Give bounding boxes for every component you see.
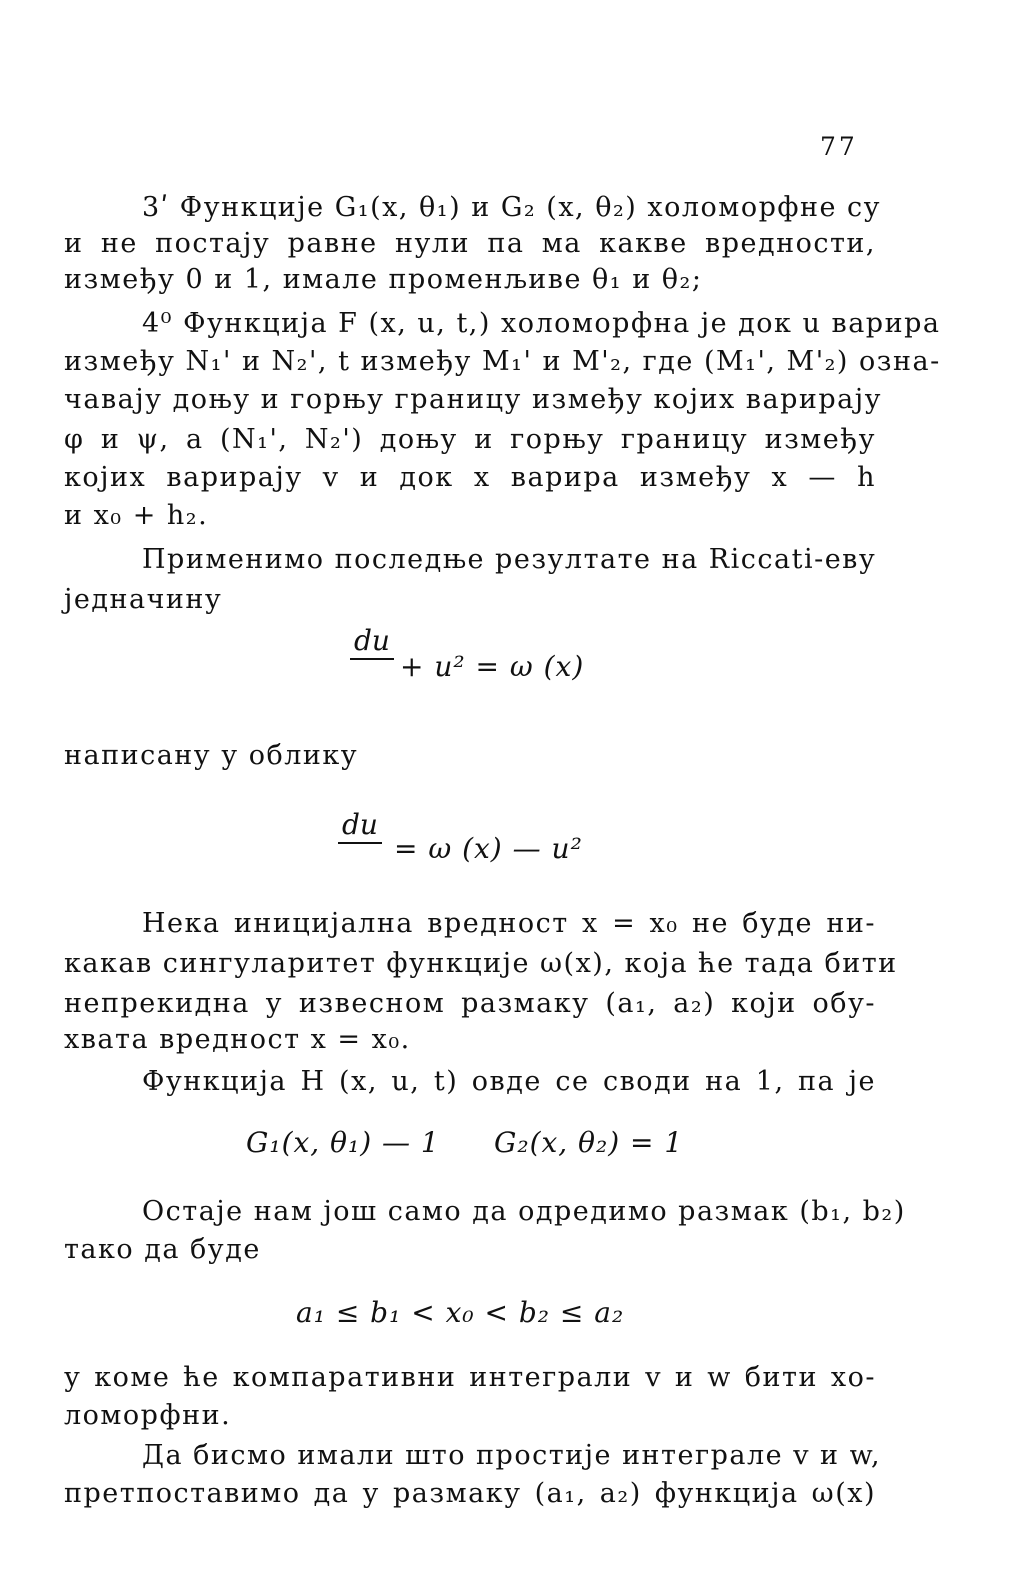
text-line: φ и ψ, а (N₁', N₂') доњу и горњу границу између <box>64 424 876 455</box>
equation-left: G₁(x, θ₁) — 1 <box>246 1126 440 1159</box>
text-line: Нека иницијална вредност x = x₀ не буде ни- <box>142 908 876 939</box>
text-line: какав сингуларитет функције ω(x), која ће тада бити <box>64 948 898 979</box>
text-line: између N₁' и N₂', t између M₁' и M'₂, где (M₁', M'₂) озна- <box>64 346 941 377</box>
text-line: 4⁰ Функција F (x, u, t,) холоморфна је док u варира <box>142 308 941 339</box>
text-line: тако да буде <box>64 1234 261 1265</box>
text-line: 3ʹ Функције G₁(x, θ₁) и G₂ (x, θ₂) холоморфне су <box>142 192 882 223</box>
text-line: ломорфни. <box>64 1400 232 1431</box>
text-line: Функција H (x, u, t) овде се своди на 1, па је <box>142 1066 876 1097</box>
text-line: у коме ће компаративни интеграли v и w бити хо- <box>64 1362 876 1393</box>
equation-rest: + u² = ω (x) <box>400 650 585 683</box>
text-line: Остаје нам још само да одредимо размак (b₁, b₂) <box>142 1196 906 1227</box>
text-line: којих варирају v и док x варира између x — h <box>64 462 876 493</box>
text-line: написану у облику <box>64 740 359 771</box>
fraction-numerator: du <box>350 624 394 660</box>
text-line: чавају доњу и горњу границу између којих варирају <box>64 384 883 415</box>
inequality: a₁ ≤ b₁ < x₀ < b₂ ≤ a₂ <box>296 1296 625 1329</box>
text-line: хвата вредност x = x₀. <box>64 1024 411 1055</box>
text-line: непрекидна у извесном размаку (a₁, a₂) који обу- <box>64 988 876 1019</box>
equation-rest: = ω (x) — u² <box>394 832 583 865</box>
fraction-numerator: du <box>338 808 382 844</box>
text-line: Применимо последње резултате на Riccati-еву <box>142 544 877 575</box>
text-line: једначину <box>64 584 223 615</box>
text-line: између 0 и 1, имале променљиве θ₁ и θ₂; <box>64 264 703 295</box>
text-line: Да бисмо имали што простије интеграле v и w, <box>142 1440 882 1471</box>
page-number: 77 <box>820 132 858 161</box>
text-line: претпоставимо да у размаку (a₁, a₂) функција ω(x) <box>64 1478 876 1509</box>
text-line: и x₀ + h₂. <box>64 500 209 531</box>
text-line: и не постају равне нули па ма какве вредности, <box>64 228 876 259</box>
equation-right: G₂(x, θ₂) = 1 <box>494 1126 684 1159</box>
